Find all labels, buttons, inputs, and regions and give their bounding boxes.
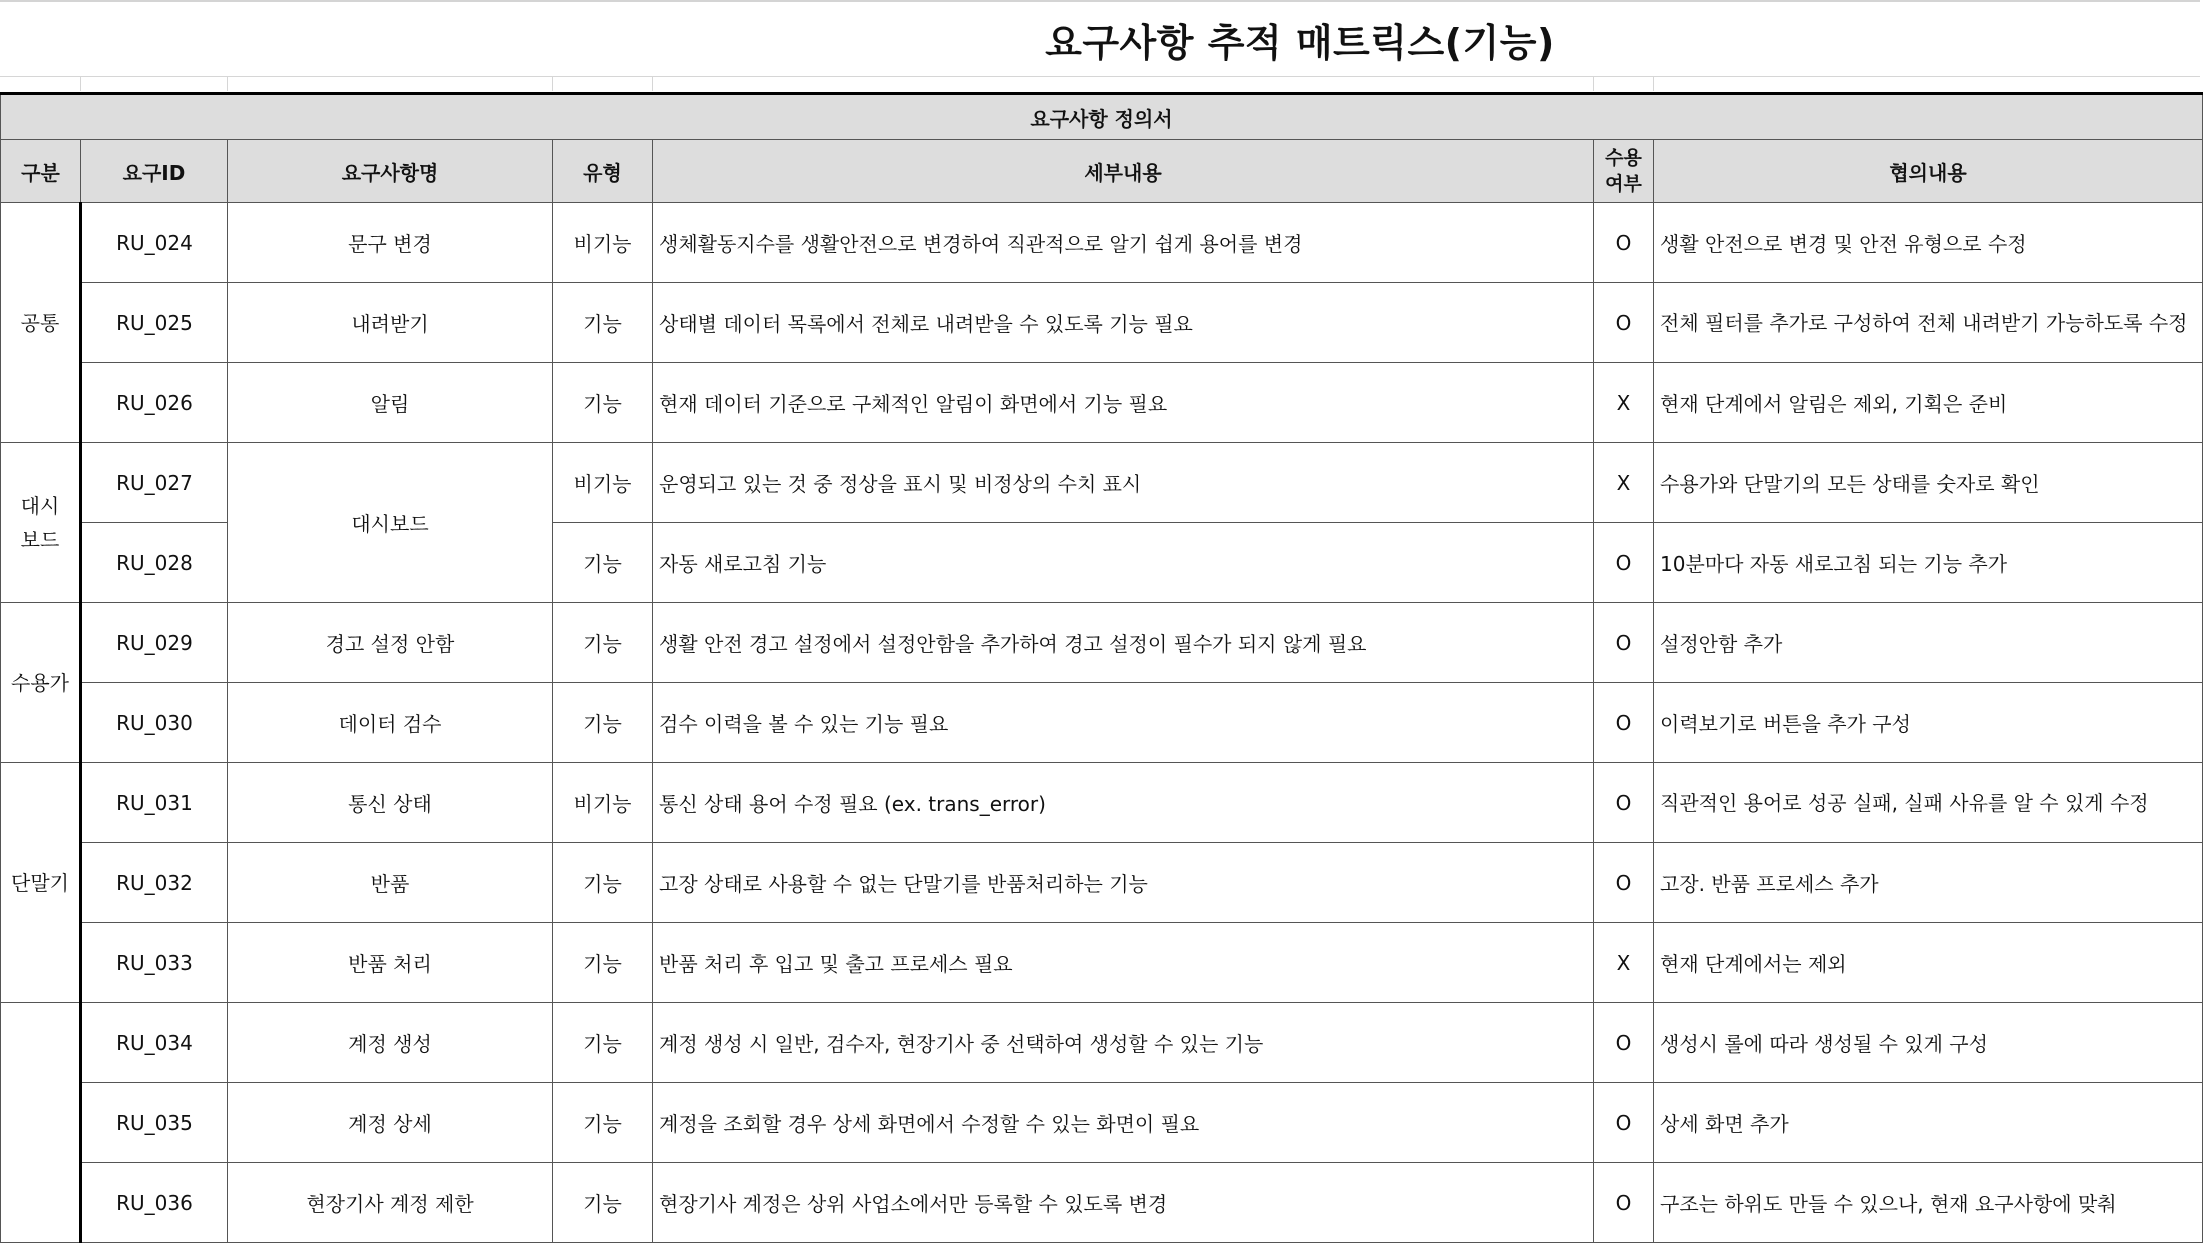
req-consult: 수용가와 단말기의 모든 상태를 숫자로 확인 [1654,443,2203,523]
header-consult: 협의내용 [1654,140,2203,203]
req-accept: O [1594,1083,1654,1163]
req-consult: 직관적인 용어로 성공 실패, 실패 사유를 알 수 있게 수정 [1654,763,2203,843]
category-cell: 공통 [1,203,81,443]
req-consult: 고장. 반품 프로세스 추가 [1654,843,2203,923]
req-consult: 생성시 롤에 따라 생성될 수 있게 구성 [1654,1003,2203,1083]
req-detail: 통신 상태 용어 수정 필요 (ex. trans_error) [653,763,1594,843]
req-name: 계정 상세 [228,1083,553,1163]
req-detail: 생활 안전 경고 설정에서 설정안함을 추가하여 경고 설정이 필수가 되지 않게 필요 [653,603,1594,683]
req-type: 비기능 [553,443,653,523]
req-type: 기능 [553,683,653,763]
req-accept: O [1594,603,1654,683]
req-type: 기능 [553,923,653,1003]
req-type: 기능 [553,1083,653,1163]
req-type: 기능 [553,1163,653,1243]
req-name: 알림 [228,363,553,443]
category-cell-empty [1,1003,81,1243]
category-cell: 수용가 [1,603,81,763]
table-row [1,763,2203,843]
table-row [1,603,2203,683]
req-accept: X [1594,363,1654,443]
req-accept: O [1594,523,1654,603]
req-id: RU_030 [81,683,228,763]
req-consult: 상세 화면 추가 [1654,1083,2203,1163]
req-consult: 이력보기로 버튼을 추가 구성 [1654,683,2203,763]
table-row [1,283,2203,363]
req-id: RU_025 [81,283,228,363]
req-id: RU_032 [81,843,228,923]
table-row [1,363,2203,443]
req-name: 계정 생성 [228,1003,553,1083]
req-name: 문구 변경 [228,203,553,283]
req-name: 반품 [228,843,553,923]
table-row [1,843,2203,923]
req-accept: O [1594,763,1654,843]
table-row [1,443,2203,523]
req-consult: 전체 필터를 추가로 구성하여 전체 내려받기 가능하도록 수정 [1654,283,2203,363]
req-name: 통신 상태 [228,763,553,843]
req-id: RU_031 [81,763,228,843]
table-row [1,923,2203,1003]
req-id: RU_024 [81,203,228,283]
req-id: RU_027 [81,443,228,523]
req-accept: O [1594,203,1654,283]
req-consult: 10분마다 자동 새로고침 되는 기능 추가 [1654,523,2203,603]
req-detail: 현재 데이터 기준으로 구체적인 알림이 화면에서 기능 필요 [653,363,1594,443]
header-category: 구분 [1,140,81,203]
req-type: 기능 [553,603,653,683]
header-accept: 수용 여부 [1594,140,1654,203]
req-accept: O [1594,283,1654,363]
req-accept: X [1594,923,1654,1003]
header-type: 유형 [553,140,653,203]
requirements-table [0,92,2203,1243]
req-detail: 계정을 조회할 경우 상세 화면에서 수정할 수 있는 화면이 필요 [653,1083,1594,1163]
table-row [1,1003,2203,1083]
category-cell: 대시 보드 [1,443,81,603]
req-detail: 생체활동지수를 생활안전으로 변경하여 직관적으로 알기 쉽게 용어를 변경 [653,203,1594,283]
req-accept: O [1594,1003,1654,1083]
req-id: RU_035 [81,1083,228,1163]
req-type: 기능 [553,1003,653,1083]
req-detail: 반품 처리 후 입고 및 출고 프로세스 필요 [653,923,1594,1003]
header-detail: 세부내용 [653,140,1594,203]
req-detail: 고장 상태로 사용할 수 없는 단말기를 반품처리하는 기능 [653,843,1594,923]
req-id: RU_026 [81,363,228,443]
req-accept: O [1594,843,1654,923]
header-name: 요구사항명 [228,140,553,203]
page-title: 요구사항 추적 매트릭스(기능) [0,0,2200,76]
req-detail: 검수 이력을 볼 수 있는 기능 필요 [653,683,1594,763]
req-id: RU_033 [81,923,228,1003]
table-row [1,1083,2203,1163]
req-detail: 현장기사 계정은 상위 사업소에서만 등록할 수 있도록 변경 [653,1163,1594,1243]
req-name: 경고 설정 안함 [228,603,553,683]
req-type: 기능 [553,363,653,443]
req-detail: 운영되고 있는 것 중 정상을 표시 및 비정상의 수치 표시 [653,443,1594,523]
req-name: 반품 처리 [228,923,553,1003]
req-accept: X [1594,443,1654,523]
req-type: 기능 [553,523,653,603]
header-id: 요구ID [81,140,228,203]
req-type: 비기능 [553,763,653,843]
req-name: 대시보드 [228,443,553,603]
category-cell: 단말기 [1,763,81,1003]
group-header: 요구사항 정의서 [1,94,2203,140]
req-name: 현장기사 계정 제한 [228,1163,553,1243]
req-type: 비기능 [553,203,653,283]
req-detail: 상태별 데이터 목록에서 전체로 내려받을 수 있도록 기능 필요 [653,283,1594,363]
req-accept: O [1594,1163,1654,1243]
req-name: 내려받기 [228,283,553,363]
table-row [1,683,2203,763]
req-type: 기능 [553,283,653,363]
req-id: RU_036 [81,1163,228,1243]
req-consult: 구조는 하위도 만들 수 있으나, 현재 요구사항에 맞춰 [1654,1163,2203,1243]
req-detail: 계정 생성 시 일반, 검수자, 현장기사 중 선택하여 생성할 수 있는 기능 [653,1003,1594,1083]
req-detail: 자동 새로고침 기능 [653,523,1594,603]
req-id: RU_029 [81,603,228,683]
req-id: RU_034 [81,1003,228,1083]
req-accept: O [1594,683,1654,763]
req-type: 기능 [553,843,653,923]
req-name: 데이터 검수 [228,683,553,763]
table-row [1,203,2203,283]
req-consult: 현재 단계에서는 제외 [1654,923,2203,1003]
req-consult: 생활 안전으로 변경 및 안전 유형으로 수정 [1654,203,2203,283]
empty-grid-row [0,76,2200,91]
req-id: RU_028 [81,523,228,603]
req-consult: 설정안함 추가 [1654,603,2203,683]
req-consult: 현재 단계에서 알림은 제외, 기획은 준비 [1654,363,2203,443]
table-row [1,1163,2203,1243]
